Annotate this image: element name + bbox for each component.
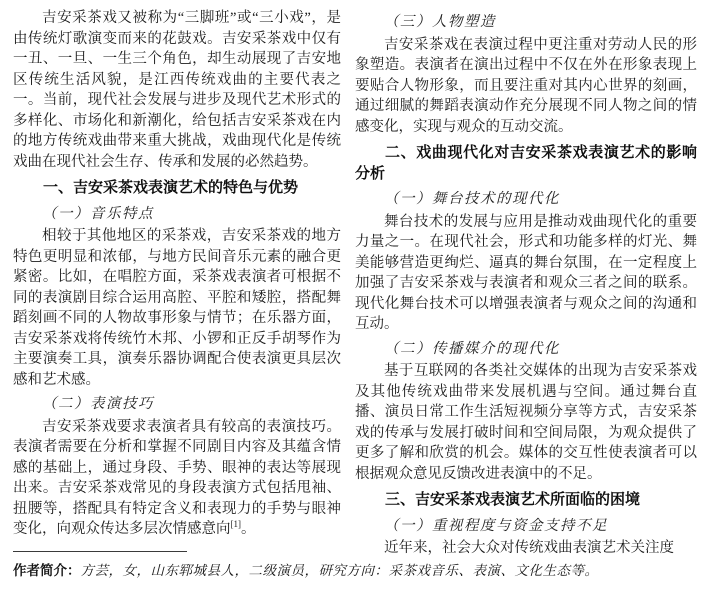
- section-1-sub-1-heading: （一）音乐特点: [42, 205, 154, 222]
- section-1-sub-3-paragraph: 吉安采茶戏在表演过程中更注重对劳动人民的形象塑造。表演者在演出过程中不仅在外在形象表现上要贴合人物形象，而且要注重对其内心世界的刻画，通过细腻的舞蹈表演动作充分展现不同人物之间的情感变化，实现与观众的互动交流。: [355, 36, 697, 135]
- section-3-heading: 三、吉安采茶戏表演艺术所面临的困境: [385, 491, 641, 508]
- section-2-sub-1-paragraph: 舞台技术的发展与应用是推动戏曲现代化的重要力量之一。在现代社会，形式和功能多样的灯光、舞美能够营造更绚烂、逼真的舞台氛围，在一定程度上加强了吉安采茶戏与表演者和观众三者之间的联系。现代化舞台技术可以增强表演者与观众之间的沟通和互动。: [355, 213, 697, 332]
- section-1-sub-1-paragraph: 相较于其他地区的采茶戏，吉安采茶戏的地方特色更明显和浓郁，与地方民间音乐元素的融合更紧密。比如，在唱腔方面，采茶戏表演者可根据不同的表演剧目综合运用高腔、平腔和矮腔，搭配舞蹈刻画不同的人物故事形象与情节；在乐器方面，吉安采茶戏将传统竹木邦、小锣和正反手胡琴作为主要演奏工具，演奏乐器协调配合使表演更具层次感和艺术感。: [13, 228, 341, 388]
- section-1-heading: 一、吉安采茶戏表演艺术的特色与优势: [43, 179, 299, 196]
- section-1-sub-2-paragraph: [13, 417, 341, 540]
- section-1-sub-2-heading: （二）表演技巧: [42, 396, 154, 412]
- section-3-sub-1-heading: （一）重视程度与资金支持不足: [384, 517, 608, 534]
- author-bio-text: 方芸，女，山东郓城县人，二级演员，研究方向：采茶戏音乐、表演、文化生态等。: [80, 563, 599, 578]
- author-bio-label: 作者简介：: [13, 563, 81, 578]
- intro-paragraph: 吉安采茶戏又被称为“三脚班”或“三小戏”，是由传统灯歌演变而来的花鼓戏。吉安采茶戏中仅有一丑、一旦、一生三个角色，却生动展现了吉安地区传统生活风貌，是江西传统戏曲的主要代表之一。当前，现代社会发展与进步及现代艺术形式的多样化、市场化和新潮化，给包括吉安采茶戏在内的地方传统戏曲带来重大挑战，戏曲现代化是传统戏曲在现代社会生存、传承和发展的必然趋势。: [13, 10, 341, 170]
- author-bio: [13, 562, 697, 580]
- footnote-reference-1: [1]: [230, 519, 241, 530]
- section-3-sub-1-paragraph: 近年来，社会大众对传统戏曲表演艺术关注度: [384, 540, 674, 556]
- paragraph-text: 吉安采茶戏要求表演者具有较高的表演技巧。表演者需要在分析和掌握不同剧目内容及其蕴含情感的基础上，通过身段、手势、眼神的表达等展现出来。吉安采茶戏常见的身段表演方式包括甩袖、扭腰等，搭配具有特定含义和表现力的手势与眼神变化，向观众传达多层次情感意向: [13, 418, 341, 537]
- section-2-sub-1-heading: （一）舞台技术的现代化: [384, 191, 560, 207]
- section-2-sub-2-paragraph: 基于互联网的各类社交媒体的出现为吉安采茶戏及其他传统戏曲带来发展机遇与空间。通过舞台直播、演员日常工作生活短视频分享等方式，吉安采茶戏的传承与发展打破时间和空间局限，为观众提供了更多了解和欣赏的机会。媒体的交互性使表演者可以根据观众意见反馈改进表演中的不足。: [355, 363, 697, 482]
- section-2-heading: 二、戏曲现代化对吉安采茶戏表演艺术的影响分析: [355, 144, 697, 182]
- section-2-sub-2-heading: （二）传播媒介的现代化: [384, 340, 560, 357]
- paragraph-text-end: 。: [241, 521, 256, 537]
- right-column: [355, 8, 697, 559]
- left-column: [13, 8, 341, 540]
- section-1-sub-3-heading: （三）人物塑造: [384, 14, 496, 30]
- footnote-divider-rule: [13, 551, 187, 552]
